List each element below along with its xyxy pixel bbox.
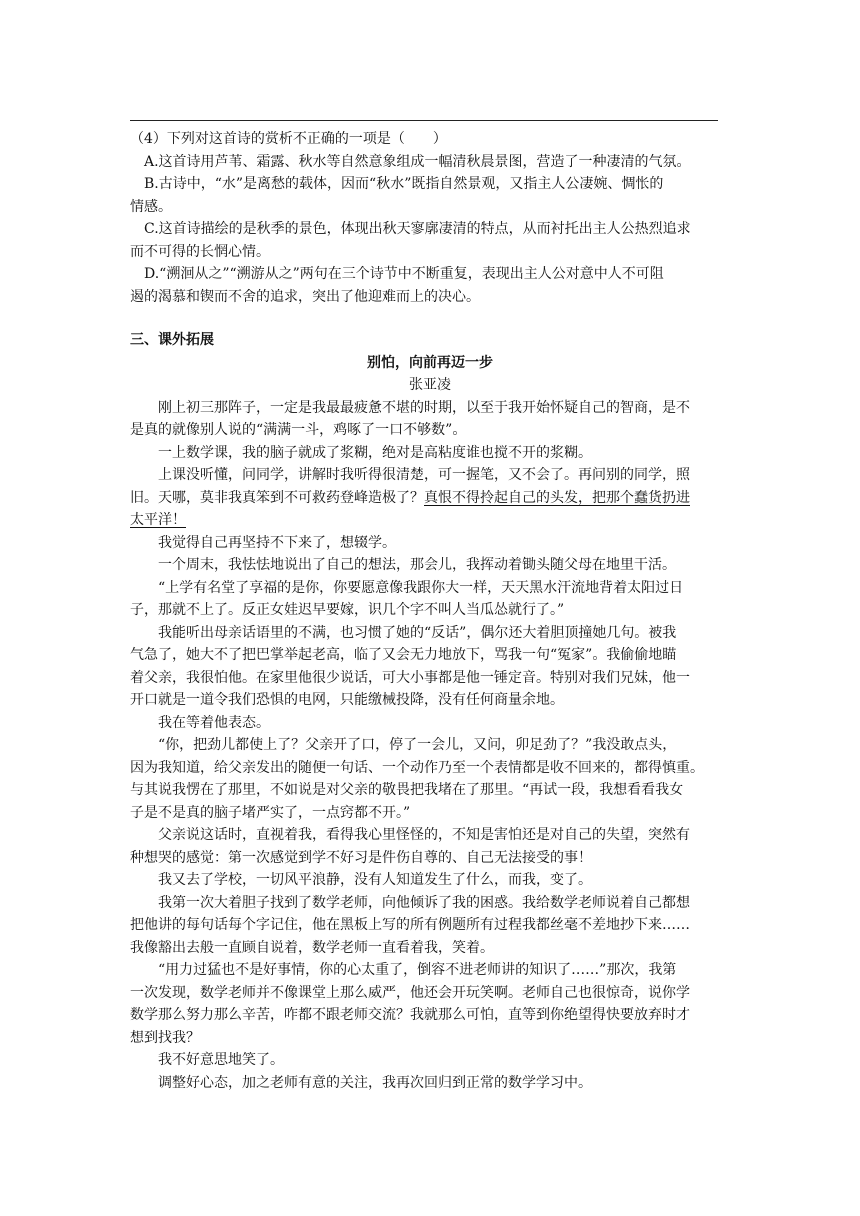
paragraph-line: 把他讲的每句话每个字记住，他在黑板上写的所有例题所有过程我都丝毫不差地抄下来…… bbox=[130, 917, 690, 933]
paragraph-line: 我在等着他表态。 bbox=[158, 714, 270, 731]
paragraph-line: 刚上初三那阵子，一定是我最最疲惫不堪的时期，以至于我开始怀疑自己的智商，是不 bbox=[158, 399, 690, 416]
answer-blank-line bbox=[130, 120, 718, 121]
paragraph-10 bbox=[130, 824, 730, 869]
option-c-line: C.这首诗描绘的是秋季的景色，体现出秋天寥廓凄清的特点，从而衬托出主人公热烈追求 bbox=[144, 221, 691, 237]
paragraph-line: “用力过猛也不是好事情，你的心太重了，倒容不进老师讲的知识了……”那次，我第 bbox=[158, 962, 677, 978]
paragraph-line: 一次发现，数学老师并不像课堂上那么威严，他还会开玩笑啊。老师自己也很惊奇，说你学 bbox=[130, 984, 690, 1001]
paragraph-line: 我像豁出去般一直顾自说着，数学老师一直看着我，笑着。 bbox=[130, 939, 494, 956]
paragraph-line: 上课没听懂，问同学，讲解时我听得很清楚，可一握笔，又不会了。再问别的同学，照 bbox=[158, 467, 690, 483]
option-d-line: D.“溯洄从之”“溯游从之”两句在三个诗节中不断重复，表现出主人公对意中人不可阻 bbox=[144, 266, 664, 282]
paragraph-line: 子，那就不上了。反正女娃迟早要嫁，识几个字不叫人当瓜怂就行了。” bbox=[130, 602, 565, 618]
underlined-sentence: 太平洋！ bbox=[130, 512, 186, 528]
paragraph-line: 子是不是真的脑子堵严实了，一点窍都不开。” bbox=[130, 804, 411, 821]
paragraph-line: “上学有名堂了享福的是你，你要愿意像我跟你大一样，天天黑水汗流地背着太阳过日 bbox=[158, 579, 684, 596]
paragraph-line: 与其说我愣在了那里，不如说是对父亲的敬畏把我堵在了那里。“再试一段，我想看看我女 bbox=[130, 782, 684, 798]
paragraph-line: 种想哭的感觉：第一次感觉到学不好习是件伤自尊的、自己无法接受的事！ bbox=[130, 849, 592, 866]
paragraph-9 bbox=[130, 734, 730, 824]
document-content bbox=[130, 128, 730, 1094]
paragraph-line: 想到找我？ bbox=[130, 1029, 200, 1046]
option-b-line: 情感。 bbox=[130, 198, 172, 215]
paragraph-3 bbox=[130, 464, 730, 532]
paragraph-12 bbox=[130, 892, 730, 960]
question-4 bbox=[130, 128, 730, 308]
paragraph-line: 着父亲，我很怕他。在家里他很少说话，可大小事都是他一锤定音。特别对我们兄妹，他一 bbox=[130, 669, 690, 686]
paragraph-line: 因为我知道，给父亲发出的随便一句话、一个动作乃至一个表情都是收不回来的，都得慎重。 bbox=[130, 759, 704, 776]
paragraph-13 bbox=[130, 959, 730, 1049]
option-c-line: 而不可得的长惘心情。 bbox=[130, 243, 270, 260]
paragraph-line: 开口就是一道令我们恐惧的电网，只能缴械投降，没有任何商量余地。 bbox=[130, 692, 564, 708]
paragraph-4 bbox=[130, 532, 730, 555]
paragraph-line: 数学那么努力那么辛苦，咋都不跟老师交流？我就那么可怕，直等到你绝望得快要放弃时才 bbox=[130, 1007, 690, 1023]
paragraph-line bbox=[130, 509, 730, 532]
paragraph-14 bbox=[130, 1049, 730, 1072]
paragraph-line: 一个周末，我怯怯地说出了自己的想法，那会儿，我挥动着锄头随父母在地里干活。 bbox=[158, 557, 676, 573]
paragraph-line: 调整好心态，加之老师有意的关注，我再次回归到正常的数学学习中。 bbox=[158, 1074, 592, 1091]
paragraph-5 bbox=[130, 554, 730, 577]
plain-text: 旧。天哪，莫非我真笨到不可救药登峰造极了？ bbox=[130, 489, 424, 506]
paragraph-2 bbox=[130, 442, 730, 465]
paragraph-line: 是真的就像别人说的“满满一斗，鸡啄了一口不够数”。 bbox=[130, 422, 467, 438]
paragraph-line: 我觉得自己再坚持不下来了，想辍学。 bbox=[158, 534, 396, 551]
option-d-line: 遏的渴慕和锲而不舍的追求，突出了他迎难而上的决心。 bbox=[130, 288, 480, 305]
paragraph-6 bbox=[130, 577, 730, 622]
essay-title: 别怕，向前再迈一步 bbox=[367, 354, 493, 371]
option-c bbox=[130, 218, 730, 263]
option-b bbox=[130, 173, 730, 218]
question-4-stem: （4）下列对这首诗的赏析不正确的一项是（ ） bbox=[130, 131, 447, 147]
option-d bbox=[130, 263, 730, 308]
paragraph-11 bbox=[130, 869, 730, 892]
paragraph-line: 父亲说这话时，直视着我，看得我心里怪怪的，不知是害怕还是对自己的失望，突然有 bbox=[158, 827, 690, 843]
paragraph-line: 气急了，她大不了把巴掌举起老高，临了又会无力地放下，骂我一句“冤家”。我偷偷地瞄 bbox=[130, 647, 677, 663]
paragraph-line: 我不好意思地笑了。 bbox=[158, 1052, 284, 1068]
section-heading: 三、课外拓展 bbox=[130, 332, 214, 348]
paragraph-line: 我第一次大着胆子找到了数学老师，向他倾诉了我的困惑。我给数学老师说着自己都想 bbox=[158, 894, 690, 911]
paragraph-line bbox=[130, 487, 730, 510]
paragraph-line: 我又去了学校，一切风平浪静，没有人知道发生了什么，而我，变了。 bbox=[158, 872, 592, 888]
paragraph-line: 我能听出母亲话语里的不满，也习惯了她的“反话”，偶尔还大着胆顶撞她几句。被我 bbox=[158, 624, 677, 641]
paragraph-7 bbox=[130, 622, 730, 712]
paragraph-15 bbox=[130, 1072, 730, 1095]
option-b-line: B.古诗中，“水”是离愁的载体，因而“秋水”既指自然景观，又指主人公凄婉、惆怅的 bbox=[144, 176, 664, 192]
underlined-sentence: 真恨不得拎起自己的头发，把那个蠢货扔进 bbox=[424, 489, 690, 506]
option-a bbox=[130, 151, 730, 174]
paragraph-line: 一上数学课，我的脑子就成了浆糊，绝对是高粘度谁也搅不开的浆糊。 bbox=[158, 444, 592, 461]
paragraph-line: “你，把劲儿都使上了？父亲开了口，停了一会儿，又问，卯足劲了？”我没敢点头， bbox=[158, 737, 677, 753]
essay-author: 张亚凌 bbox=[409, 377, 451, 393]
paragraph-1 bbox=[130, 397, 730, 442]
option-a-line: A.这首诗用芦苇、霜露、秋水等自然意象组成一幅清秋晨景图，营造了一种凄清的气氛。 bbox=[144, 153, 691, 170]
essay-body bbox=[130, 397, 730, 1095]
paragraph-8 bbox=[130, 712, 730, 735]
